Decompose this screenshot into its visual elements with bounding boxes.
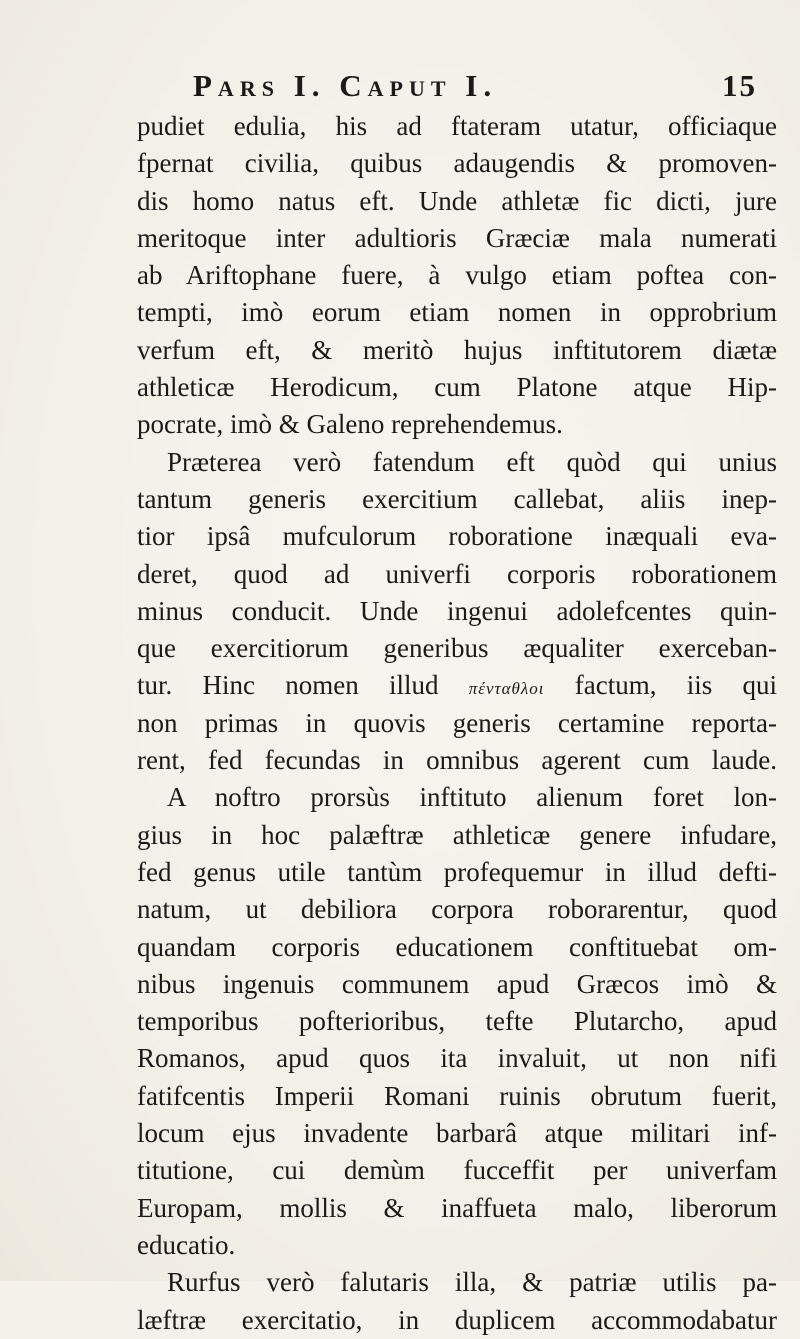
text-line: titutione, cui demùm fucceffit per univerfam — [137, 1155, 777, 1186]
paragraph-start-line: A noftro prorsùs inftituto alienum foret lon- — [167, 782, 777, 813]
text-line: tantum generis exercitium callebat, aliis inep- — [137, 483, 777, 514]
paragraph-start-line: Præterea verò fatendum eft quòd qui unius — [167, 446, 777, 477]
text-line: meritoque inter adultioris Græciæ mala numerati — [137, 222, 777, 253]
text-line: rent, fed fecundas in omnibus agerent cum laude. — [137, 745, 777, 776]
text-line: pocrate, imò & Galeno reprehendemus. — [137, 409, 563, 440]
text-line: pudiet edulia, his ad ftateram utatur, officiaque — [137, 111, 777, 141]
paragraph-start-line: Rurfus verò falutaris illa, & patriæ utilis pa- — [167, 1267, 777, 1298]
text-line: tempti, imò eorum etiam nomen in opprobrium — [137, 297, 777, 328]
text-line: locum ejus invadente barbarâ atque militari inf- — [137, 1118, 777, 1149]
text-line: fpernat civilia, quibus adaugendis & promoven- — [137, 148, 777, 179]
body-text — [137, 108, 777, 1339]
text-line: deret, quod ad univerfi corporis roborationem — [137, 558, 777, 589]
text-line: verfum eft, & meritò hujus inftitutorem diætæ — [137, 334, 777, 365]
page-header — [0, 68, 800, 104]
text-line: athleticæ Herodicum, cum Platone atque Hip- — [137, 372, 777, 403]
page-number: 15 — [722, 68, 757, 103]
text-line: tior ipsâ mufculorum roboratione inæquali eva- — [137, 521, 777, 552]
running-head: Pars I. Caput I. — [193, 68, 498, 103]
greek-word: πένταθλοι — [468, 679, 545, 699]
text-line: tur. Hinc nomen illud πένταθλοι factum, iis qui — [137, 670, 777, 701]
text-line: nibus ingenuis communem apud Græcos imò & — [137, 968, 777, 999]
text-line: natum, ut debiliora corpora roborarentur, quod — [137, 894, 777, 925]
text-line: fatifcentis Imperii Romani ruinis obrutum fuerit, — [137, 1080, 777, 1111]
text-line: ab Ariftophane fuere, à vulgo etiam poftea con- — [137, 260, 777, 291]
text-line: minus conducit. Unde ingenui adolefcentes quin- — [137, 595, 777, 626]
text-line: Europam, mollis & inaffueta malo, liberorum — [137, 1192, 777, 1223]
text-line: Romanos, apud quos ita invaluit, ut non nifi — [137, 1043, 777, 1074]
text-line: gius in hoc palæftræ athleticæ genere infudare, — [137, 819, 777, 850]
text-line: educatio. — [137, 1229, 236, 1260]
text-line: læftræ exercitatio, in duplicem accommodabatur — [137, 1304, 777, 1335]
text-line: temporibus pofterioribus, tefte Plutarcho, apud — [137, 1006, 777, 1037]
text-line: dis homo natus eft. Unde athletæ fic dicti, jure — [137, 185, 777, 216]
text-line: que exercitiorum generibus æqualiter exerceban- — [137, 633, 777, 664]
text-line: non primas in quovis generis certamine reporta- — [137, 707, 777, 738]
text-line: fed genus utile tantùm profequemur in illud defti- — [137, 856, 777, 887]
text-line: quandam corporis educationem conftituebat om- — [137, 931, 777, 962]
